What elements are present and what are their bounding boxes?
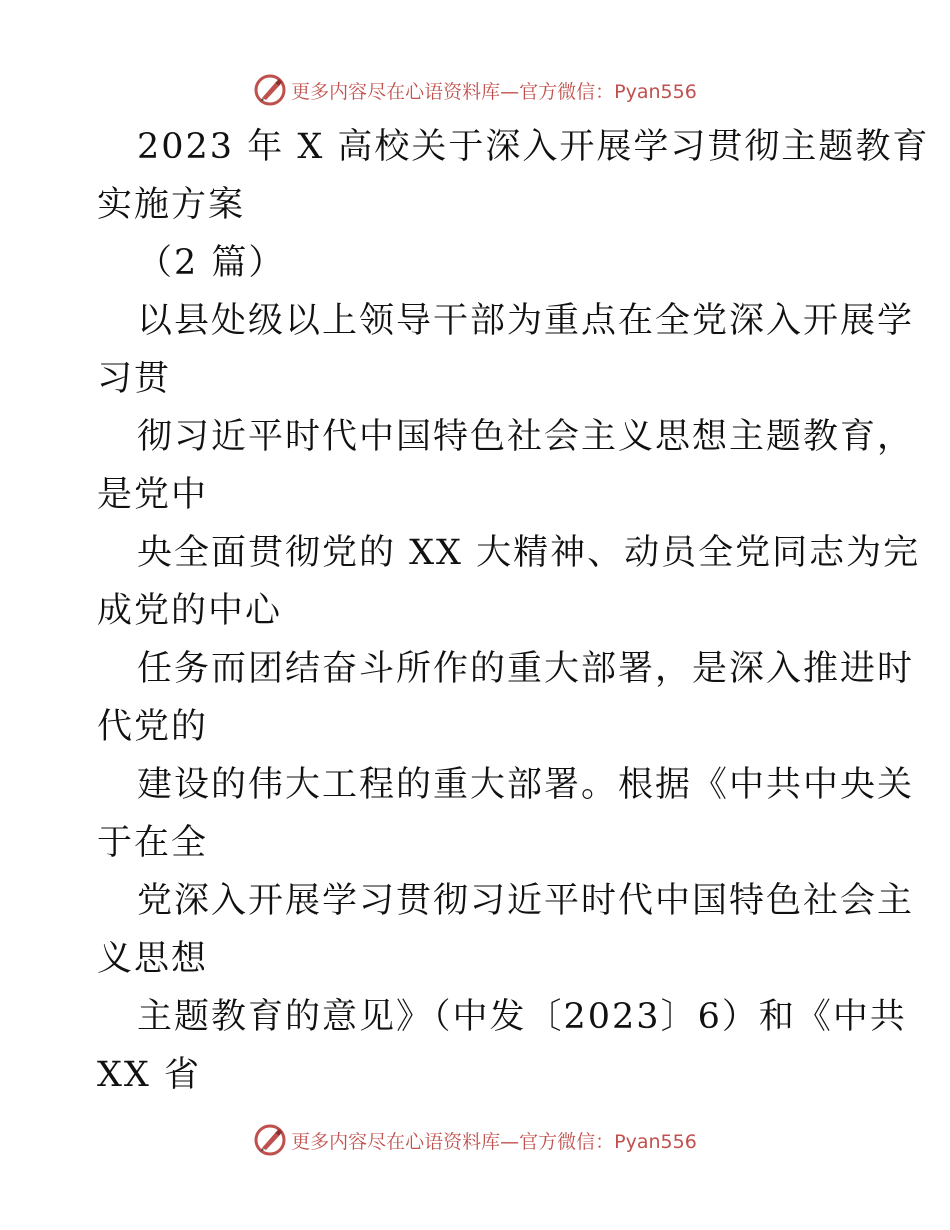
text-line: 代党的 — [97, 707, 209, 747]
text-line: 建设的伟大工程的重大部署。根据《中共中央关 — [137, 765, 915, 805]
text-line: XX 省 — [97, 1055, 201, 1095]
text-line: 实施方案 — [97, 185, 246, 225]
text-line: 习贯 — [97, 359, 172, 399]
text-line: 于在全 — [97, 823, 209, 863]
footer-banner — [0, 1120, 950, 1160]
text-line: （2 篇） — [137, 243, 286, 283]
banner-text: 更多内容尽在心语资料库—官方微信：Pyan556 — [291, 80, 697, 103]
text-line: 以县处级以上领导干部为重点在全党深入开展学 — [137, 301, 915, 341]
banner-text: 更多内容尽在心语资料库—官方微信：Pyan556 — [291, 1130, 697, 1153]
pen-logo-icon — [253, 1123, 287, 1157]
text-line: 义思想 — [97, 939, 209, 979]
text-line: 央全面贯彻党的 XX 大精神、动员全党同志为完 — [137, 533, 921, 573]
document-body — [97, 118, 930, 1104]
header-banner — [0, 70, 950, 110]
text-line: 主题教育的意见》（中发〔2023〕6）和《中共 — [137, 997, 907, 1037]
text-line: 党深入开展学习贯彻习近平时代中国特色社会主 — [137, 881, 915, 921]
text-line: 是党中 — [97, 475, 209, 515]
text-line: 成党的中心 — [97, 591, 283, 631]
pen-logo-icon — [253, 73, 287, 107]
text-line: 2023 年 X 高校关于深入开展学习贯彻主题教育 — [137, 127, 930, 167]
text-line: 彻习近平时代中国特色社会主义思想主题教育， — [137, 417, 915, 457]
text-line: 任务而团结奋斗所作的重大部署，是深入推进时 — [137, 649, 915, 689]
